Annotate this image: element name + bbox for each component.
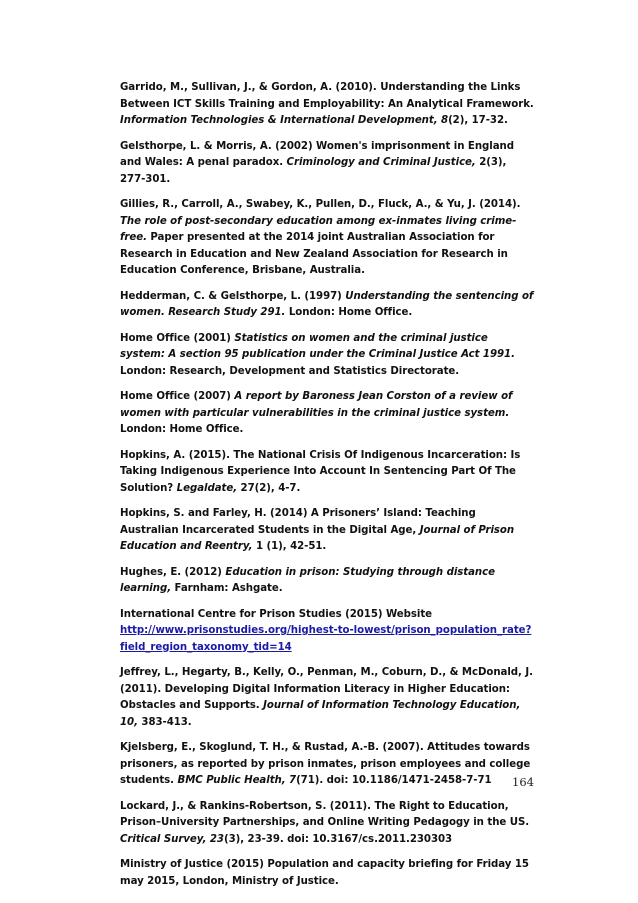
reference-text: Hopkins, A. (2015). The National Crisis Of Indigenous Incarceration: Is Taking Indigenous Experience Into Account In Sentencing Part Of The Solution?	[120, 449, 521, 494]
reference-text: Hedderman, C. & Gelsthorpe, L. (1997)	[120, 290, 346, 302]
reference-entry	[120, 857, 535, 890]
reference-italic: The role of post-secondary education among ex-inmates living crime-free.	[120, 215, 517, 243]
reference-text: Home Office (2007)	[120, 391, 235, 402]
reference-text: Home Office (2001)	[120, 332, 235, 344]
reference-text: (2), 17-32.	[448, 115, 508, 126]
reference-entry	[120, 506, 535, 556]
reference-text: Jeffrey, L., Hegarty, B., Kelly, O., Penman, M., Coburn, D., & McDonald, J. (2011). Developing Digital Information Literacy in Higher Education: Obstacles and Supports.	[120, 667, 533, 711]
reference-italic: Statistics on women and the criminal justice system: A section 95 publication under the Criminal Justice Act 1991.	[120, 332, 515, 360]
reference-text: Paper presented at the 2014 joint Australian Association for Research in Education and New Zealand Association for Research in Education Conference, Brisbane, Australia.	[120, 232, 508, 276]
reference-entry	[120, 197, 535, 280]
reference-entry	[120, 607, 535, 657]
page-number: 164	[512, 775, 534, 789]
reference-text: 383-413.	[137, 716, 192, 728]
reference-entry	[120, 448, 535, 498]
reference-text: Garrido, M., Sullivan, J., & Gordon, A. (2010). Understanding the Links Between ICT Skills Training and Employability: An Analytical Framework.	[120, 82, 534, 110]
reference-italic: Legaldate,	[176, 482, 238, 494]
reference-text: Farnham: Ashgate.	[171, 583, 283, 594]
reference-italic: A report by Baroness Jean Corston of a review of women with particular vulnerabilities in the criminal justice system.	[120, 391, 513, 419]
reference-italic: Criminology and Criminal Justice,	[286, 157, 476, 168]
reference-text: Lockard, J., & Rankins-Robertson, S. (2011). The Right to Education, Prison–University Partnerships, and Online Writing Pedagogy in the US.	[120, 800, 530, 828]
reference-entry	[120, 80, 535, 130]
reference-entry	[120, 139, 535, 189]
reference-text: Gelsthorpe, L. & Morris, A. (2002) Women's imprisonment in England and Wales: A penal paradox.	[120, 140, 515, 168]
reference-text: London: Research, Development and Statistics Directorate.	[120, 365, 460, 377]
reference-list	[120, 80, 535, 899]
reference-italic: Critical Survey, 23	[120, 833, 224, 845]
reference-text: (71). doi: 10.1186/1471-2458-7-71	[296, 775, 492, 786]
reference-text: 2(3), 277-301.	[120, 157, 507, 185]
reference-text: 27(2), 4-7.	[237, 482, 301, 494]
reference-italic: Understanding the sentencing of women. Research Study 291.	[120, 290, 534, 318]
reference-text: Hughes, E. (2012)	[120, 566, 226, 578]
reference-text: Hopkins, S. and Farley, H. (2014) A Prisoners’ Island: Teaching Australian Incarcerated Students in the Digital Age,	[120, 508, 476, 536]
reference-text: 1 (1), 42-51.	[252, 541, 327, 552]
reference-entry	[120, 565, 535, 598]
reference-entry	[120, 331, 535, 381]
reference-entry	[120, 289, 535, 322]
reference-italic: Journal of Prison Education and Reentry,	[120, 524, 515, 552]
prison-studies-link[interactable]: http://www.prisonstudies.org/highest-to-lowest/prison_population_rate?field_region_taxonomy_tid=14	[120, 625, 532, 653]
reference-italic: Journal of Information Technology Education, 10,	[120, 700, 521, 728]
reference-text: Ministry of Justice (2015) Population and capacity briefing for Friday 15 may 2015, London, Ministry of Justice.	[120, 859, 529, 887]
reference-text: Gillies, R., Carroll, A., Swabey, K., Pullen, D., Fluck, A., & Yu, J. (2014).	[120, 199, 521, 210]
reference-entry	[120, 665, 535, 731]
reference-text: London: Home Office.	[285, 307, 413, 318]
reference-entry	[120, 740, 535, 790]
reference-italic: Education in prison: Studying through distance learning,	[120, 566, 495, 594]
reference-text: (3), 23-39. doi: 10.3167/cs.2011.230303	[223, 833, 453, 845]
reference-text: International Centre for Prison Studies (2015) Website	[120, 608, 433, 620]
reference-entry	[120, 389, 535, 439]
reference-text: Kjelsberg, E., Skoglund, T. H., & Rustad, A.-B. (2007). Attitudes towards prisoners, as reported by prison inmates, prison employees and college students.	[120, 742, 531, 786]
reference-text: London: Home Office.	[120, 424, 244, 435]
reference-italic: BMC Public Health, 7	[177, 775, 297, 786]
reference-italic: Information Technologies & International Development, 8	[120, 115, 449, 126]
reference-entry	[120, 799, 535, 849]
